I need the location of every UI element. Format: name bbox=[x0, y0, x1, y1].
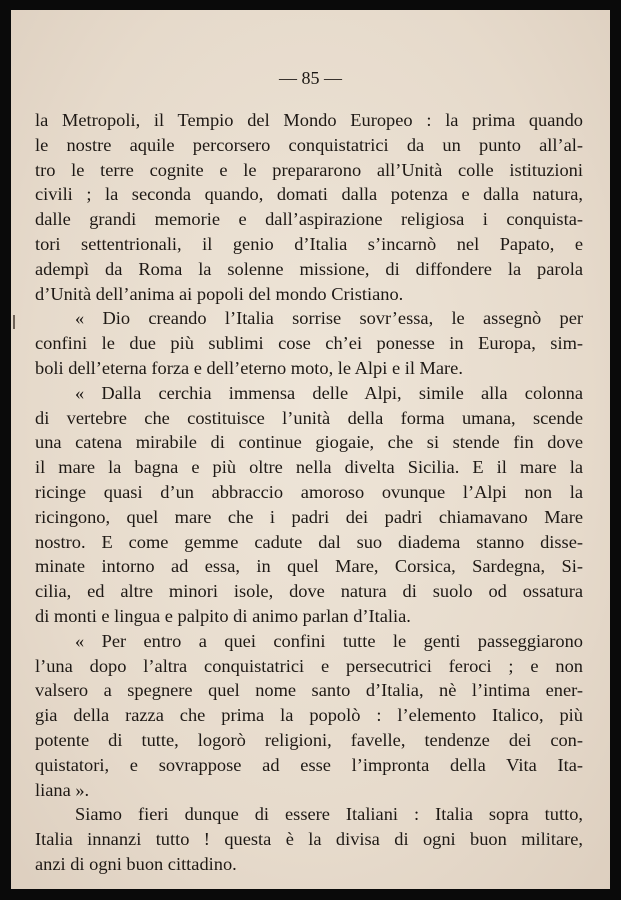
text-line: « Dio creando l’Italia sorrise sovr’essa, le assegnò per bbox=[75, 308, 583, 329]
text-line: d’Unità dell’anima ai popoli del mondo Cristiano. bbox=[35, 283, 404, 304]
text-line: tro le terre cognite e le prepararono all’Unità colle istituzioni bbox=[35, 159, 583, 180]
text-line: di monti e lingua e palpito di animo parlan d’Italia. bbox=[35, 605, 411, 626]
text-line: Italia innanzi tutto ! questa è la divisa di ogni buon militare, bbox=[35, 829, 583, 850]
book-page bbox=[11, 10, 610, 889]
text-line: confini le due più sublimi cose ch’ei ponesse in Europa, sim- bbox=[35, 333, 583, 354]
text-line: ricinge quasi d’un abbraccio amoroso ovunque l’Alpi non la bbox=[35, 481, 583, 502]
page-number: — 85 — bbox=[279, 68, 342, 88]
text-line: « Per entro a quei confini tutte le genti passeggiarono bbox=[75, 630, 583, 651]
text-line: di vertebre che costituisce l’unità della forma umana, scende bbox=[35, 407, 583, 428]
text-line: le nostre aquile percorsero conquistatrici da un punto all’al- bbox=[35, 134, 583, 155]
text-line: « Dalla cerchia immensa delle Alpi, simile alla colonna bbox=[75, 382, 583, 403]
text-line: dalle grandi memorie e dall’aspirazione religiosa i conquista- bbox=[35, 209, 583, 230]
text-line: il mare la bagna e più oltre nella divelta Sicilia. E il mare la bbox=[35, 457, 583, 478]
text-line: la Metropoli, il Tempio del Mondo Europeo : la prima quando bbox=[35, 110, 583, 130]
text-line: cilia, ed altre minori isole, dove natura di suolo od ossatura bbox=[35, 581, 583, 602]
text-line: anzi di ogni buon cittadino. bbox=[35, 853, 237, 874]
text-line: minate intorno ad essa, in quel Mare, Corsica, Sardegna, Si- bbox=[35, 556, 583, 577]
text-line: liana ». bbox=[35, 779, 90, 800]
text-line: valsero a spegnere quel nome santo d’Italia, nè l’intima ener- bbox=[35, 680, 583, 701]
text-line: potente di tutte, logorò religioni, favelle, tendenze dei con- bbox=[35, 729, 583, 750]
text-line: boli dell’eterna forza e dell’eterno moto, le Alpi e il Mare. bbox=[35, 357, 463, 378]
text-line: nostro. E come gemme cadute dal suo diadema stanno disse- bbox=[35, 531, 583, 552]
text-line: gia della razza che prima la popolò : l’elemento Italico, più bbox=[35, 705, 583, 726]
text-line: quistatori, e sovrappose ad esse l’impronta della Vita Ita- bbox=[35, 754, 583, 775]
text-line: civili ; la seconda quando, domati dalla potenza e dalla natura, bbox=[35, 184, 583, 205]
body-text bbox=[35, 108, 583, 877]
text-line: adempì da Roma la solenne missione, di diffondere la parola bbox=[35, 258, 583, 279]
text-line: Siamo fieri dunque di essere Italiani : Italia sopra tutto, bbox=[75, 804, 583, 825]
text-line: ricingono, quel mare che i padri dei padri chiamavano Mare bbox=[35, 506, 583, 527]
text-line: tori settentrionali, il genio d’Italia s’incarnò nel Papato, e bbox=[35, 233, 583, 254]
text-line: una catena mirabile di continue giogaie, che si stende fin dove bbox=[35, 432, 583, 453]
text-line: l’una dopo l’altra conquistatrici e persecutrici feroci ; e non bbox=[35, 655, 583, 676]
margin-mark bbox=[13, 315, 15, 329]
